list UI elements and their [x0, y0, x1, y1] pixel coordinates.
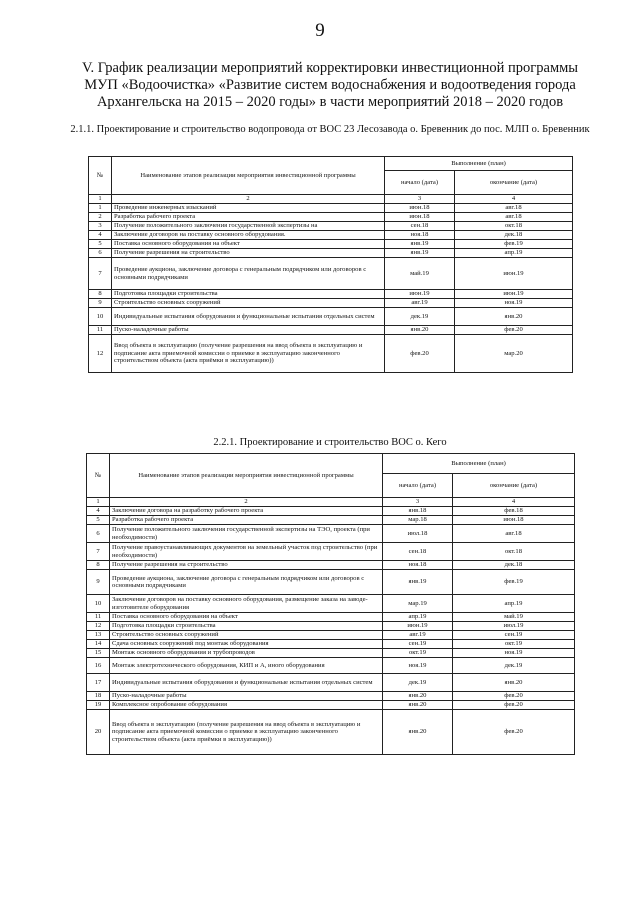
- row-end-date: июн.18: [453, 516, 575, 525]
- table-row: [89, 231, 573, 240]
- row-stage-name: Заключение договора на разработку рабочего проекта: [110, 507, 383, 516]
- table-row: [89, 222, 573, 231]
- colnum: 1: [89, 195, 112, 204]
- header-execution: Выполнение (план): [385, 157, 573, 171]
- table-row: [87, 692, 575, 701]
- row-end-date: авг.18: [455, 204, 573, 213]
- row-end-date: сен.19: [453, 631, 575, 640]
- table2-title: 2.2.1. Проектирование и строительство ВОС о. Кего: [213, 437, 447, 448]
- row-stage-name: Получение разрешения на строительство: [112, 249, 385, 258]
- table-row: [87, 649, 575, 658]
- row-number: 17: [87, 674, 110, 692]
- row-number: 16: [87, 658, 110, 674]
- row-start-date: дек.19: [385, 308, 455, 326]
- row-number: 12: [87, 622, 110, 631]
- row-end-date: июн.19: [455, 258, 573, 290]
- table2-body: [87, 507, 575, 755]
- row-stage-name: Пуско-наладочные работы: [110, 692, 383, 701]
- row-start-date: июл.18: [383, 525, 453, 543]
- row-number: 7: [89, 258, 112, 290]
- row-end-date: янв.20: [453, 674, 575, 692]
- row-end-date: окт.19: [453, 640, 575, 649]
- row-end-date: ноя.19: [455, 299, 573, 308]
- table-row: [89, 299, 573, 308]
- row-stage-name: Пуско-наладочные работы: [112, 326, 385, 335]
- row-start-date: ноя.18: [385, 231, 455, 240]
- row-stage-name: Проведение инженерных изысканий: [112, 204, 385, 213]
- table-row: [87, 525, 575, 543]
- row-stage-name: Получение правоустанавливающих документов на земельный участок под строительство (при необходимости): [110, 543, 383, 561]
- row-end-date: янв.20: [455, 308, 573, 326]
- row-number: 9: [87, 570, 110, 595]
- row-end-date: авг.18: [453, 525, 575, 543]
- table1-body: [89, 204, 573, 373]
- row-start-date: янв.19: [385, 240, 455, 249]
- header-end: окончание (дата): [453, 474, 575, 498]
- row-start-date: янв.20: [385, 326, 455, 335]
- row-start-date: дек.19: [383, 674, 453, 692]
- row-number: 18: [87, 692, 110, 701]
- row-stage-name: Подготовка площадки строительства: [110, 622, 383, 631]
- header-num: №: [89, 157, 112, 195]
- row-start-date: янв.20: [383, 701, 453, 710]
- row-start-date: мар.18: [383, 516, 453, 525]
- table-row: [87, 710, 575, 755]
- row-stage-name: Монтаж основного оборудования и трубопроводов: [110, 649, 383, 658]
- row-stage-name: Проведение аукциона, заключение договора с генеральным подрядчиком или договоров с основными подрядчиками: [110, 570, 383, 595]
- row-end-date: дек.18: [453, 561, 575, 570]
- row-number: 11: [87, 613, 110, 622]
- row-stage-name: Заключение договоров на поставку основного оборудования, размещение заказа на заводе-изготовителе оборудования: [110, 595, 383, 613]
- row-stage-name: Индивидуальные испытания оборудования и функциональные испытания отдельных систем: [110, 674, 383, 692]
- colnum: 2: [110, 498, 383, 507]
- row-end-date: апр.19: [455, 249, 573, 258]
- row-number: 3: [89, 222, 112, 231]
- table-row: [87, 658, 575, 674]
- row-number: 6: [87, 525, 110, 543]
- header-name: Наименование этапов реализации мероприятия инвестиционной программы: [110, 454, 383, 498]
- row-stage-name: Сдача основных сооружений под монтаж оборудования: [110, 640, 383, 649]
- row-number: 9: [89, 299, 112, 308]
- row-number: 13: [87, 631, 110, 640]
- table-row: [87, 570, 575, 595]
- row-number: 14: [87, 640, 110, 649]
- row-end-date: июн.19: [455, 290, 573, 299]
- colnum: 2: [112, 195, 385, 204]
- page-number: 9: [315, 20, 325, 41]
- row-start-date: янв.18: [383, 507, 453, 516]
- section-title: V. График реализации мероприятий корректировки инвестиционной программы МУП «Водоочистка» «Развитие систем водоснабжения и водоотведения города Архангельска на 2015 – 2020 годы» в части мероприятий 2018 – 2020 годов: [81, 60, 579, 110]
- row-number: 15: [87, 649, 110, 658]
- row-number: 6: [89, 249, 112, 258]
- row-stage-name: Поставка основного оборудования на объект: [110, 613, 383, 622]
- row-stage-name: Комплексное опробование оборудования: [110, 701, 383, 710]
- row-end-date: июл.19: [453, 622, 575, 631]
- row-stage-name: Проведение аукциона, заключение договора с генеральным подрядчиком или договоров с основными подрядчиками: [112, 258, 385, 290]
- row-stage-name: Получение разрешения на строительство: [110, 561, 383, 570]
- row-start-date: ноя.19: [383, 658, 453, 674]
- row-end-date: фев.19: [455, 240, 573, 249]
- row-end-date: авг.18: [455, 213, 573, 222]
- row-number: 2: [89, 213, 112, 222]
- row-stage-name: Поставка основного оборудования на объект: [112, 240, 385, 249]
- table-row: [87, 701, 575, 710]
- table-row: [87, 613, 575, 622]
- row-start-date: ноя.18: [383, 561, 453, 570]
- row-end-date: дек.19: [453, 658, 575, 674]
- row-stage-name: Получение положительного заключения государственной экспертизы на ТЭО, проекта (при необходимости): [110, 525, 383, 543]
- row-number: 4: [89, 231, 112, 240]
- colnum: 3: [383, 498, 453, 507]
- row-number: 4: [87, 507, 110, 516]
- header-start: начало (дата): [385, 171, 455, 195]
- row-end-date: фев.20: [453, 692, 575, 701]
- row-end-date: апр.19: [453, 595, 575, 613]
- table-row: [89, 249, 573, 258]
- colnum: 4: [453, 498, 575, 507]
- row-stage-name: Индивидуальные испытания оборудования и функциональные испытания отдельных систем: [112, 308, 385, 326]
- row-number: 10: [89, 308, 112, 326]
- row-stage-name: Строительство основных сооружений: [110, 631, 383, 640]
- colnum: 3: [385, 195, 455, 204]
- table1-title: 2.1.1. Проектирование и строительство водопровода от ВОС 23 Лесозавода о. Бревенник до пос. МЛП о. Бревенник: [70, 124, 590, 135]
- row-end-date: фев.19: [453, 570, 575, 595]
- table-row: [89, 240, 573, 249]
- row-end-date: май.19: [453, 613, 575, 622]
- row-end-date: окт.18: [453, 543, 575, 561]
- row-end-date: дек.18: [455, 231, 573, 240]
- row-start-date: мар.19: [383, 595, 453, 613]
- row-stage-name: Подготовка площадки строительства: [112, 290, 385, 299]
- row-stage-name: Разработка рабочего проекта: [110, 516, 383, 525]
- row-stage-name: Получение положительного заключения государственной экспертизы на: [112, 222, 385, 231]
- table-row: [89, 308, 573, 326]
- table-row: [89, 213, 573, 222]
- row-end-date: фев.20: [455, 326, 573, 335]
- row-number: 19: [87, 701, 110, 710]
- table-row: [87, 543, 575, 561]
- header-start: начало (дата): [383, 474, 453, 498]
- row-number: 1: [89, 204, 112, 213]
- table-row: [87, 507, 575, 516]
- row-end-date: фев.20: [453, 710, 575, 755]
- table-row: [87, 640, 575, 649]
- row-number: 8: [87, 561, 110, 570]
- schedule-table-2: [86, 453, 575, 755]
- row-number: 7: [87, 543, 110, 561]
- row-number: 12: [89, 335, 112, 373]
- row-stage-name: Ввод объекта в эксплуатацию (получение разрешения на ввод объекта в эксплуатацию и подписание акта приемочной комиссии о приемке в эксплуатацию законченного строительством объекта (акта приёмки в эксплуатацию)): [110, 710, 383, 755]
- row-number: 5: [87, 516, 110, 525]
- row-start-date: июн.18: [385, 204, 455, 213]
- row-stage-name: Монтаж электротехнического оборудования, КИП и А, иного оборудования: [110, 658, 383, 674]
- table-row: [87, 674, 575, 692]
- header-name: Наименование этапов реализации мероприятия инвестиционной программы: [112, 157, 385, 195]
- row-start-date: июн.19: [383, 622, 453, 631]
- row-end-date: фев.18: [453, 507, 575, 516]
- table-row: [87, 631, 575, 640]
- row-number: 5: [89, 240, 112, 249]
- row-start-date: фев.20: [385, 335, 455, 373]
- row-start-date: сен.18: [385, 222, 455, 231]
- row-start-date: янв.20: [383, 692, 453, 701]
- row-number: 8: [89, 290, 112, 299]
- row-end-date: мар.20: [455, 335, 573, 373]
- row-start-date: май.19: [385, 258, 455, 290]
- table-row: [89, 335, 573, 373]
- row-number: 11: [89, 326, 112, 335]
- row-start-date: июн.18: [385, 213, 455, 222]
- row-stage-name: Заключение договоров на поставку основного оборудования.: [112, 231, 385, 240]
- table-row: [89, 204, 573, 213]
- colnum: 4: [455, 195, 573, 204]
- row-number: 20: [87, 710, 110, 755]
- row-number: 10: [87, 595, 110, 613]
- table-row: [87, 561, 575, 570]
- row-start-date: янв.20: [383, 710, 453, 755]
- header-end: окончание (дата): [455, 171, 573, 195]
- colnum: 1: [87, 498, 110, 507]
- row-start-date: янв.19: [385, 249, 455, 258]
- row-end-date: ноя.19: [453, 649, 575, 658]
- row-stage-name: Ввод объекта в эксплуатацию (получение разрешения на ввод объекта в эксплуатацию и подписание акта приемочной комиссии о приемке в эксплуатацию законченного строительством объекта (акта приёмки в эксплуатацию)): [112, 335, 385, 373]
- row-end-date: окт.18: [455, 222, 573, 231]
- row-start-date: авг.19: [385, 299, 455, 308]
- row-start-date: сен.18: [383, 543, 453, 561]
- row-start-date: апр.19: [383, 613, 453, 622]
- table-row: [89, 258, 573, 290]
- row-start-date: окт.19: [383, 649, 453, 658]
- table-row: [87, 516, 575, 525]
- table-row: [87, 622, 575, 631]
- table-row: [87, 595, 575, 613]
- row-stage-name: Строительство основных сооружений: [112, 299, 385, 308]
- table-row: [89, 290, 573, 299]
- row-end-date: фев.20: [453, 701, 575, 710]
- row-stage-name: Разработка рабочего проекта: [112, 213, 385, 222]
- row-start-date: янв.19: [383, 570, 453, 595]
- row-start-date: сен.19: [383, 640, 453, 649]
- row-start-date: авг.19: [383, 631, 453, 640]
- header-execution: Выполнение (план): [383, 454, 575, 474]
- schedule-table-1: [88, 156, 573, 373]
- header-num: №: [87, 454, 110, 498]
- row-start-date: июн.19: [385, 290, 455, 299]
- table-row: [89, 326, 573, 335]
